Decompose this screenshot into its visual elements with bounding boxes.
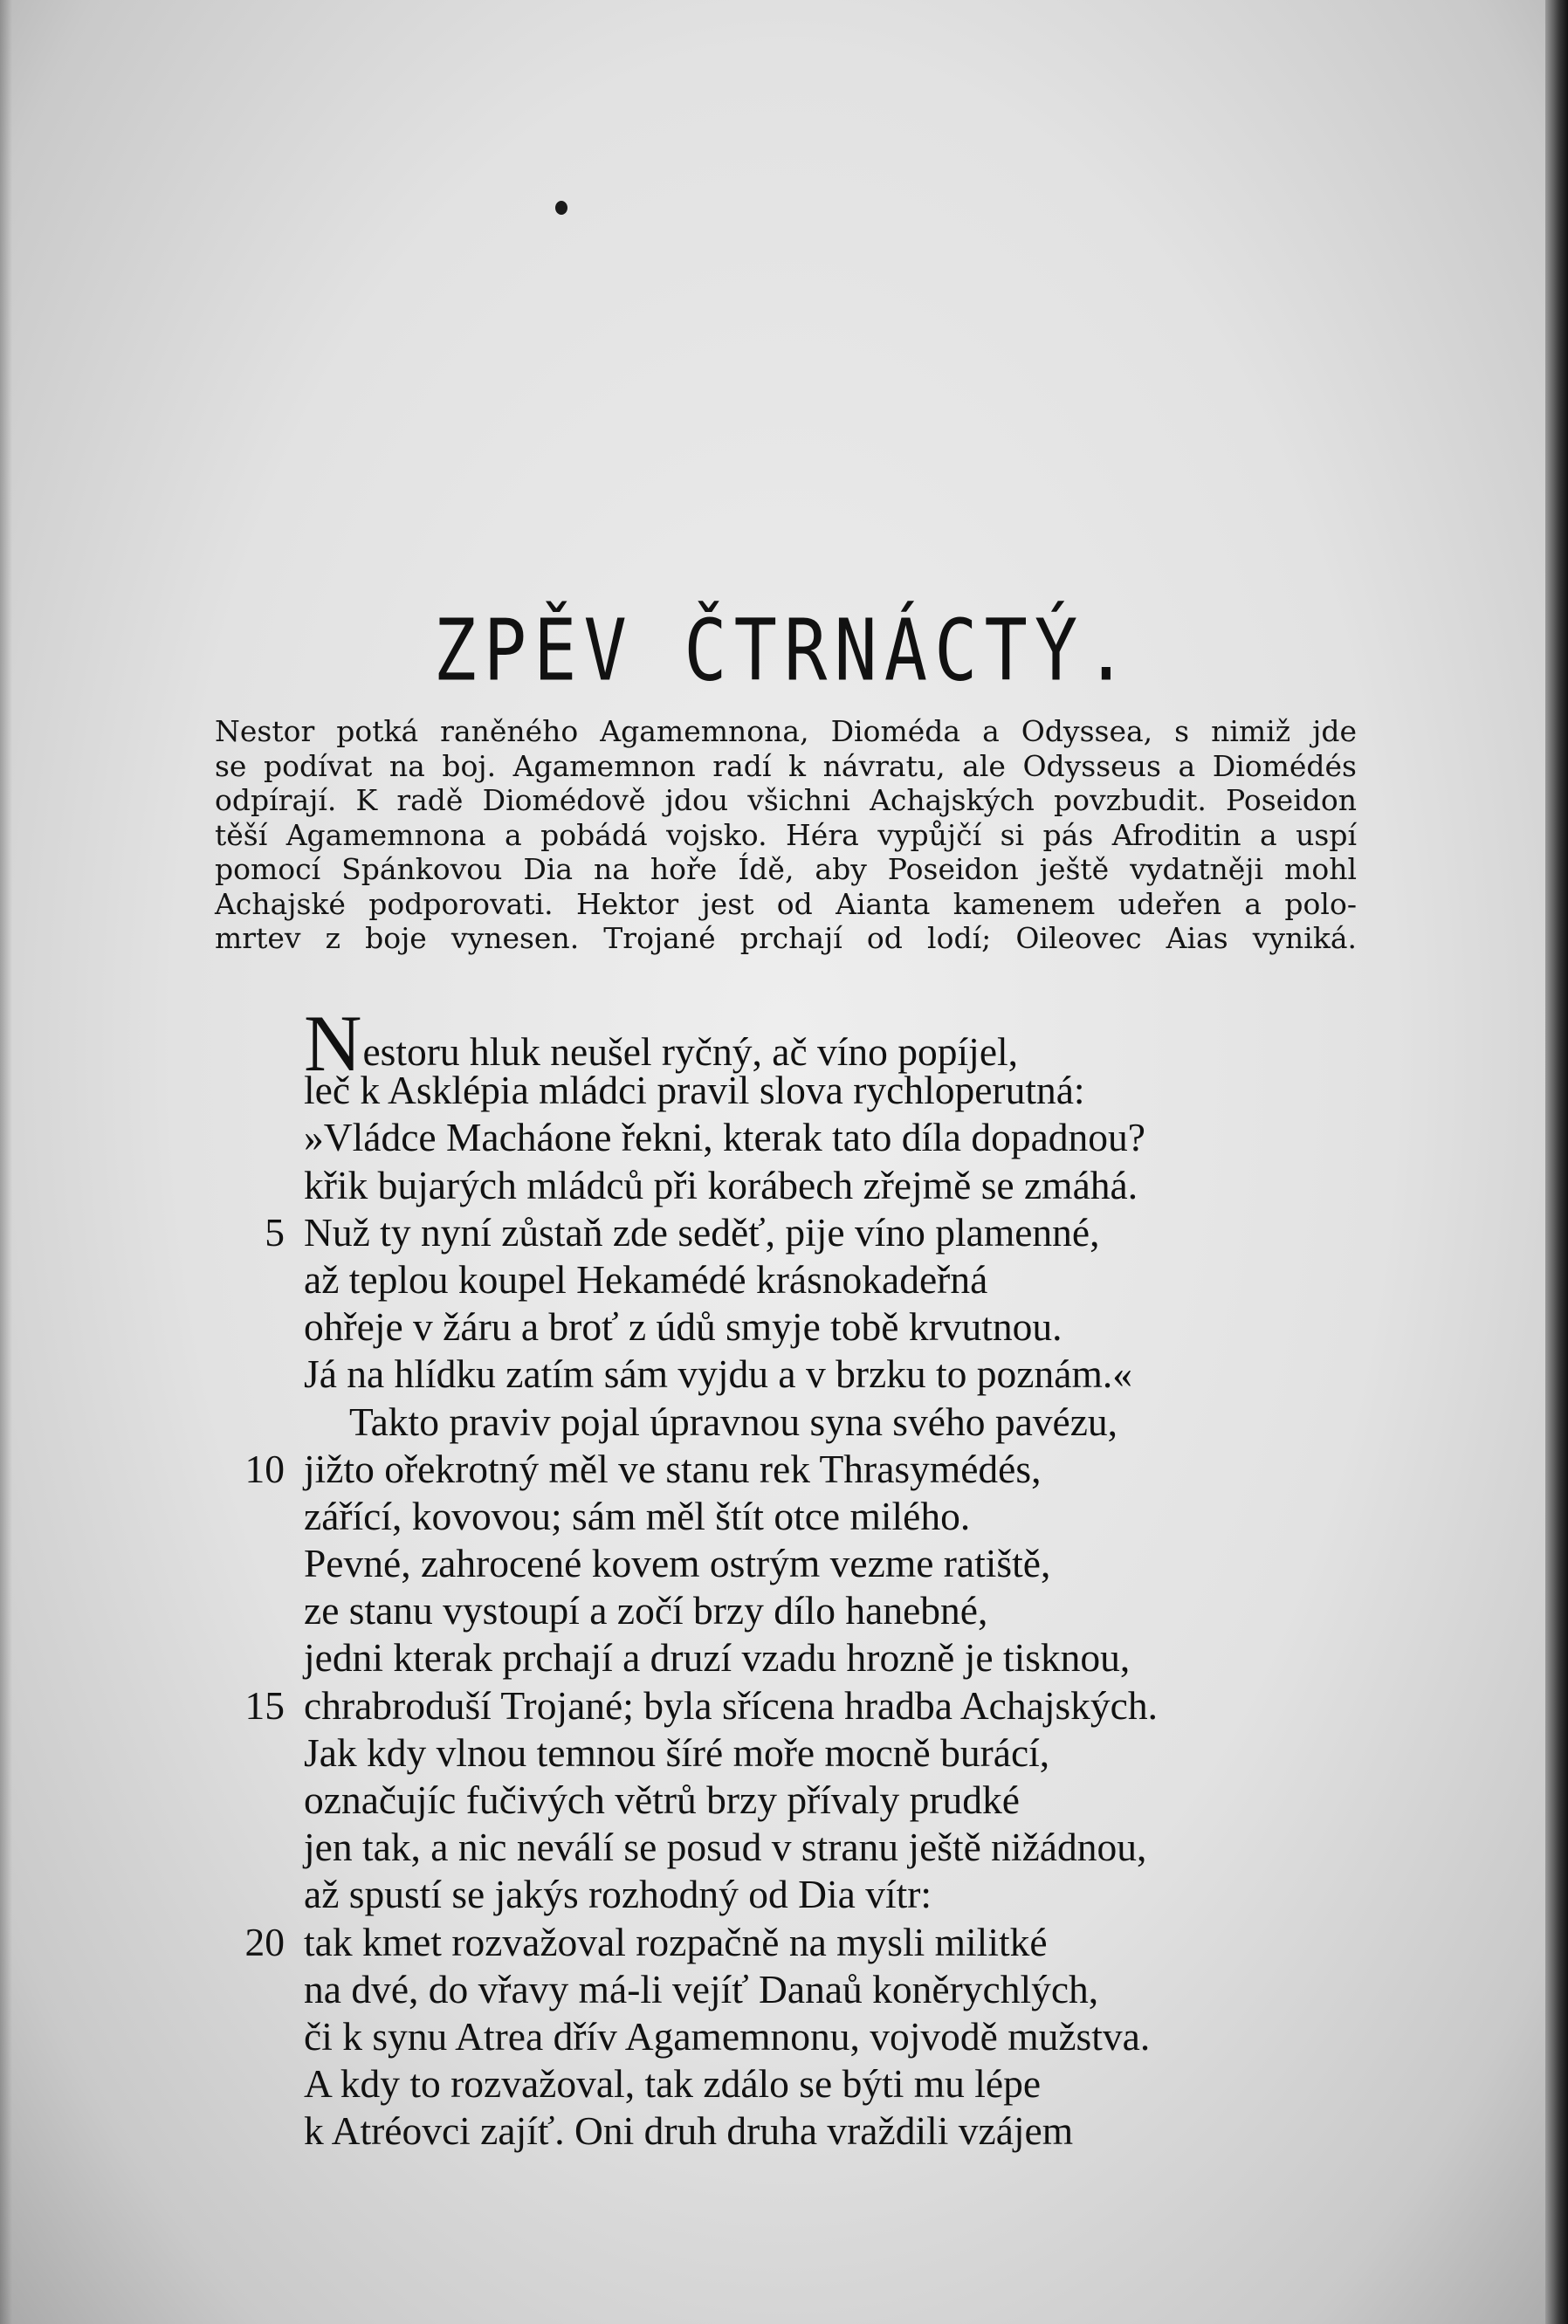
poem-line-text: »Vládce Macháone řekni, kterak tato díla dopadnou? <box>304 1115 1145 1160</box>
poem-line <box>0 1824 1568 1871</box>
poem-line <box>0 1067 1568 1114</box>
poem-line <box>0 1493 1568 1540</box>
poem-line <box>0 1446 1568 1493</box>
poem-line-text: ze stanu vystoupí a zočí brzy dílo hanebné, <box>304 1588 988 1633</box>
poem-line <box>0 1351 1568 1398</box>
poem-line-text: či k synu Atrea dřív Agamemnonu, vojvodě mužstva. <box>304 2013 1151 2059</box>
poem-line <box>0 1587 1568 1634</box>
poem-line-text: Nuž ty nyní zůstaň zde seděť, pije víno plamenné, <box>304 1209 1100 1255</box>
line-number: 5 <box>265 1209 285 1255</box>
poem-line <box>0 1966 1568 2013</box>
poem-line-text: tak kmet rozvažoval rozpačně na mysli militké <box>304 1919 1048 1964</box>
poem-line-text: Takto praviv pojal úpravnou syna svého pavézu, <box>349 1399 1118 1444</box>
poem-line-text: jen tak, a nic neválí se posud v stranu ještě nižádnou, <box>304 1825 1147 1870</box>
poem-line-text: k Atréovci zajíť. Oni druh druha vraždili vzájem <box>304 2108 1074 2154</box>
chapter-summary <box>215 714 1357 956</box>
drop-initial: N <box>304 999 362 1088</box>
line-number: 10 <box>244 1446 285 1491</box>
poem-line-text: Jak kdy vlnou temnou šíré moře mocně burácí, <box>304 1729 1050 1775</box>
summary-line: těší Agamemnona a pobádá vojsko. Héra vypůjčí si pás Afroditin a uspí <box>215 817 1357 852</box>
poem-line <box>0 1540 1568 1587</box>
summary-line: pomocí Spánkovou Dia na hoře Ídě, aby Poseidon ještě vydatněji mohl <box>215 852 1357 886</box>
poem-line-first <box>0 999 1568 1088</box>
summary-line: mrtev z boje vynesen. Trojané prchají od lodí; Oileovec Aias vyniká. <box>215 921 1357 955</box>
poem-line-text: zářící, kovovou; sám měl štít otce milého. <box>304 1493 971 1538</box>
poem-line <box>0 1256 1568 1303</box>
poem-line <box>0 1303 1568 1351</box>
poem-line <box>0 1777 1568 1824</box>
ink-dot-mark <box>555 201 567 215</box>
poem-line <box>0 1114 1568 1161</box>
poem-line-text: leč k Asklépia mládci pravil slova rychloperutná: <box>304 1068 1085 1113</box>
poem-line <box>0 1682 1568 1729</box>
poem-line <box>0 1871 1568 1918</box>
poem-line-text: Já na hlídku zatím sám vyjdu a v brzku to poznám.« <box>304 1351 1132 1397</box>
poem-line-text: až teplou koupel Hekamédé krásnokadeřná <box>304 1256 988 1302</box>
poem-line <box>0 1634 1568 1681</box>
poem-line-text: až spustí se jakýs rozhodný od Dia vítr: <box>304 1872 932 1917</box>
poem-line <box>0 1162 1568 1209</box>
poem-line-text: ohřeje v žáru a broť z údů smyje tobě krvutnou. <box>304 1304 1063 1350</box>
first-line-rest: estoru hluk neušel ryčný, ač víno popíjel, <box>362 1029 1019 1074</box>
line-number: 15 <box>244 1682 285 1728</box>
summary-line: Achajské podporovati. Hektor jest od Aianta kamenem udeřen a polo- <box>215 886 1357 921</box>
poem-line-text: A kdy to rozvažoval, tak zdálo se býti mu lépe <box>304 2061 1042 2107</box>
poem-line <box>0 2060 1568 2107</box>
poem-line-text: chrabroduší Trojané; byla sřícena hradba Achajských. <box>304 1682 1158 1728</box>
poem-line-text: jižto ořekrotný měl ve stanu rek Thrasymédés, <box>304 1446 1042 1491</box>
chapter-heading: ZPĚV ČTRNÁCTÝ. <box>433 602 1135 701</box>
poem-line <box>0 1209 1568 1256</box>
poem-line-text: jedni kterak prchají a druzí vzadu hrozně je tisknou, <box>304 1635 1131 1681</box>
poem-line <box>0 1919 1568 1966</box>
poem-line <box>0 1729 1568 1777</box>
poem-line-text: označujíc fučivých větrů brzy přívaly prudké <box>304 1777 1020 1822</box>
poem-line-text: Pevné, zahrocené kovem ostrým vezme ratiště, <box>304 1541 1051 1586</box>
line-number: 20 <box>244 1919 285 1964</box>
poem-line <box>0 2107 1568 2155</box>
summary-line: odpírají. K radě Diomédově jdou všichni Achajských povzbudit. Poseidon <box>215 783 1357 817</box>
summary-line: Nestor potká raněného Agamemnona, Dioméda a Odyssea, s nimiž jde <box>215 714 1357 748</box>
summary-line: se podívat na boj. Agamemnon radí k návratu, ale Odysseus a Diomédés <box>215 748 1357 783</box>
poem-line-text: na dvé, do vřavy má-li vejíť Danaů koněrychlých, <box>304 1966 1099 2011</box>
poem-line-text: křik bujarých mládců při korábech zřejmě se zmáhá. <box>304 1162 1138 1207</box>
poem-verses <box>0 999 1568 2156</box>
poem-line <box>0 1399 1568 1446</box>
poem-line <box>0 2013 1568 2060</box>
